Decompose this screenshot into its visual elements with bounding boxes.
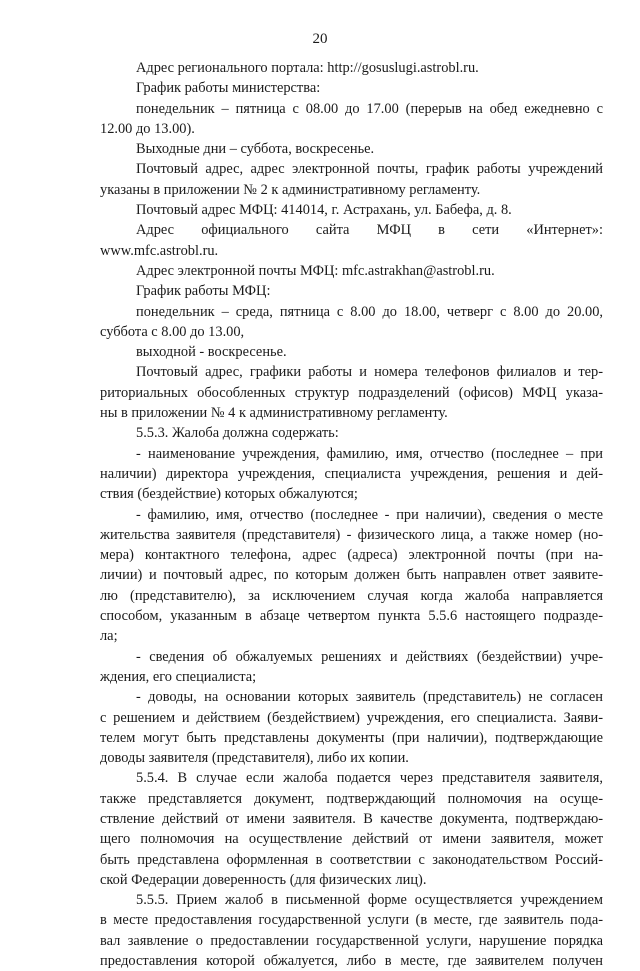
text-line: жительства заявителя (представителя) - физического лица, а также номер (но-: [100, 526, 603, 543]
text-line: щего полномочия на осуществление действий от имени заявителя, может: [100, 831, 603, 848]
text-line: понедельник – пятница с 08.00 до 17.00 (перерыв на обед ежедневно с: [136, 100, 603, 117]
text-line: 5.5.3. Жалоба должна содержать:: [136, 425, 339, 442]
text-line: 5.5.4. В случае если жалоба подается через представителя заявителя,: [136, 770, 603, 787]
page-number: 20: [312, 31, 328, 47]
text-line: быть представлена оформленная в соответствии с законодательством Россий-: [100, 851, 603, 868]
text-line: 12.00 до 13.00).: [100, 120, 195, 137]
text-line: Адрес официального сайта МФЦ в сети «Интернет»:: [136, 222, 603, 239]
text-line: ствление действий от имени заявителя. В качестве документа, подтверждаю-: [100, 810, 603, 827]
text-line: ны в приложении № 4 к административному регламенту.: [100, 405, 448, 422]
text-line: 5.5.5. Прием жалоб в письменной форме осуществляется учреждением: [136, 892, 603, 909]
text-line: способом, указанным в абзаце четвертом пункта 5.5.6 настоящего подразде-: [100, 608, 603, 625]
text-line: ждения, его специалиста;: [100, 668, 257, 685]
document-body: [100, 58, 603, 971]
text-line: доводы заявителя (представителя), либо их копии.: [100, 750, 409, 767]
text-line: суббота с 8.00 до 13.00,: [100, 323, 245, 340]
text-line: ствия (бездействие) которых обжалуются;: [100, 486, 358, 503]
text-line: Почтовый адрес, адрес электронной почты, график работы учреждений: [136, 161, 603, 178]
text-line: указаны в приложении № 2 к административному регламенту.: [100, 181, 481, 198]
text-line: www.mfc.astrobl.ru.: [100, 242, 219, 259]
text-line: Выходные дни – суббота, воскресенье.: [136, 141, 375, 158]
text-line: Почтовый адрес МФЦ: 414014, г. Астрахань, ул. Бабефа, д. 8.: [136, 202, 512, 219]
text-line: понедельник – среда, пятница с 8.00 до 18.00, четверг с 8.00 до 20.00,: [136, 303, 603, 320]
text-line: также представляется документ, подтверждающий полномочия на осуще-: [100, 790, 603, 807]
text-line: - сведения об обжалуемых решениях и действиях (бездействии) учре-: [136, 648, 603, 665]
text-line: - наименование учреждения, фамилию, имя, отчество (последнее – при: [136, 445, 603, 462]
text-line: ла;: [100, 628, 118, 645]
text-line: Почтовый адрес, графики работы и номера телефонов филиалов и тер-: [136, 364, 603, 381]
text-line: График работы МФЦ:: [136, 283, 271, 300]
text-line: Адрес электронной почты МФЦ: mfc.astrakhan@astrobl.ru.: [136, 262, 495, 279]
text-line: в месте предоставления государственной услуги (в месте, где заявитель пода-: [100, 912, 603, 929]
text-line: вал заявление о предоставлении государственной услуги, нарушение порядка: [100, 932, 603, 949]
text-line: риториальных обособленных структур подразделений (офисов) МФЦ указа-: [100, 384, 603, 401]
text-line: лю (представителю), за исключением случая когда жалоба направляется: [100, 587, 603, 604]
text-line: выходной - воскресенье.: [136, 344, 287, 361]
text-line: Адрес регионального портала: http://gosuslugi.astrobl.ru.: [136, 60, 479, 76]
text-line: ской Федерации доверенность (для физических лиц).: [100, 871, 427, 888]
text-line: мера) контактного телефона, адрес (адреса) электронной почты (при на-: [100, 547, 603, 564]
text-line: с решением и действием (бездействием) учреждения, его специалиста. Заяви-: [100, 709, 603, 726]
text-line: личии) и почтовый адрес, по которым должен быть направлен ответ заявите-: [100, 567, 603, 584]
text-line: телем могут быть представлены документы (при наличии), подтверждающие: [100, 729, 603, 746]
text-line: предоставления которой обжалуется, либо в месте, где заявителем получен: [100, 953, 603, 970]
text-line: График работы министерства:: [136, 80, 321, 97]
text-line: - фамилию, имя, отчество (последнее - при наличии), сведения о месте: [136, 506, 603, 523]
text-line: наличии) директора учреждения, специалиста учреждения, решения и дей-: [100, 465, 603, 482]
text-line: - доводы, на основании которых заявитель (представитель) не согласен: [136, 689, 603, 706]
